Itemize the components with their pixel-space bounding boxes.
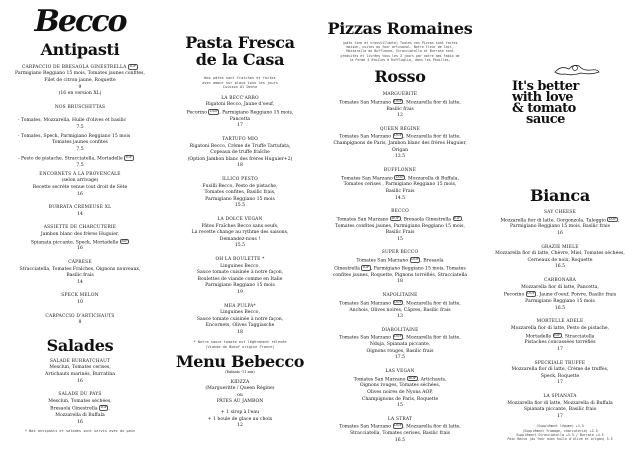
menu-item xyxy=(320,209,480,243)
item-description: Speck, Roquette xyxy=(540,373,580,379)
bebecco-list xyxy=(160,380,320,430)
menu-item xyxy=(0,134,160,154)
section-title-salades: Salades xyxy=(46,335,114,355)
item-name: BECCO xyxy=(391,209,409,215)
tagline-line: with love xyxy=(512,90,574,105)
bebecco-line: + 1 boule de glace au choix xyxy=(207,416,273,422)
menu-item xyxy=(0,64,160,98)
section-title-bianca: Bianca xyxy=(530,186,590,205)
item-description: Mozzarella di Buffala xyxy=(55,413,105,419)
item-price: 7.5 xyxy=(76,163,84,169)
item-description: Mozzarella fior di latte, Chèvre, Miel, Tomates séchées, xyxy=(495,251,625,257)
menu-item xyxy=(320,92,480,120)
item-description: Pecorino DOP , Jaune d'oeuf, Poivre, Basilic frais xyxy=(503,291,617,298)
item-description: Pecorino DOP , Parmigiano Reggiano 15 mois, xyxy=(186,108,294,116)
item-name: LA STRAT xyxy=(387,416,413,422)
item-description: Tomates San Marzano DOP , Mozzarella fior di latte, xyxy=(339,423,461,430)
salades-list xyxy=(0,359,160,427)
item-description: confites jaunes, Roquette, Pignons torréfiés, Stracciatella xyxy=(332,272,468,278)
item-description: Stracciatella, Tomates cerises, Basilic frais xyxy=(349,431,451,437)
item-description: Tomates San Marzano DOP , Artichauts, xyxy=(353,375,447,382)
item-name: QUEEN RÉGINE xyxy=(379,126,421,132)
item-description: Tomates San Marzano DOP , Bresaola Ginestrella IGP , xyxy=(336,215,464,223)
label-badge: DOP xyxy=(394,299,402,304)
item-name: ILLICO PESTO xyxy=(222,177,258,183)
supplement-line: Pain Becco (au four avec huile d'olive et origan) 5.5 xyxy=(507,437,613,442)
tagline-logo xyxy=(512,62,640,125)
menu-item xyxy=(320,250,480,286)
item-name: SPECKIALE TRUFFE xyxy=(534,360,586,366)
item-name: SALADE BURRATCHAUT xyxy=(49,358,111,364)
bebecco-subtitle: (Enfants -11 ans) xyxy=(225,369,255,374)
item-description: Rigatoni Becco, Jaune d'oeuf, xyxy=(205,102,275,108)
menu-item xyxy=(160,177,320,210)
item-description: Parmigiano Reggiano 15 mois xyxy=(525,299,595,305)
bebecco-line: (Margueritte / Queen Régine) xyxy=(205,386,275,392)
item-price: 15.5 xyxy=(234,243,246,249)
item-description: Tomates San Marzano DOP , Mozzarella di Buffala, xyxy=(341,174,459,181)
item-description: Spianata piccante, Basilic frais xyxy=(523,407,597,413)
item-name: SALADE DU PAYS xyxy=(58,392,102,398)
label-badge: IGP xyxy=(129,64,137,68)
item-price: 7.5 xyxy=(76,124,84,130)
menu-item xyxy=(480,245,640,271)
item-price: 17 xyxy=(557,380,563,386)
item-price: 17.5 xyxy=(394,355,406,361)
menu-item xyxy=(0,105,160,112)
item-price: 13 xyxy=(397,314,403,320)
item-price: 17 xyxy=(557,413,563,419)
item-price: 16.5 xyxy=(394,437,406,443)
item-price: 18 xyxy=(397,279,403,285)
item-description: Rigatoni Becco, Crème de Truffe Tartufata, xyxy=(189,143,291,149)
becco-logo: Becco xyxy=(34,4,126,39)
item-price: 13.5 xyxy=(394,154,406,160)
bebecco-line: 12 xyxy=(237,423,243,429)
item-description: Linguines Becco, xyxy=(220,263,260,269)
item-description: Basilic Frais xyxy=(385,230,415,236)
supplement-line: (Supplément fromage, charcuterie) +2.5 xyxy=(522,428,598,433)
item-description: (16 en version XL) xyxy=(58,91,102,97)
item-name: MARGUERITE xyxy=(382,92,418,98)
column-pizzas xyxy=(320,0,480,457)
item-description: Champignons de Paris, Roquette xyxy=(361,396,439,402)
item-name: TARTUFO MIO xyxy=(222,137,258,143)
menu-item xyxy=(320,127,480,161)
item-description: Oignons rouges, Basilic frais xyxy=(366,348,434,354)
section-title-pizzas: Pizzas Romaines xyxy=(327,19,473,38)
salades-note: * Nos antipasti et salades sont servis avec du pain xyxy=(24,429,136,434)
menu-item xyxy=(160,96,320,130)
supplement-line: Supplément Stracciatella +3.5 / Burrata +4.5 xyxy=(516,432,604,437)
label-badge: DOP xyxy=(395,174,404,179)
item-description: Encornets, Olives Taggiasche xyxy=(205,323,275,329)
menu-item xyxy=(0,205,160,218)
item-price: 16.5 xyxy=(554,264,566,270)
item-description: Cerneaux de noix, Roquette xyxy=(527,257,593,263)
item-description: Filet de citron jaune, Roquette xyxy=(44,77,116,83)
item-description: Pistaches concassées torréfiés xyxy=(524,340,596,346)
intro-line: la Ferme 4 étoiles à Rufflaglia, dans les Pouilles. xyxy=(349,57,451,62)
item-description: Linguines Becco, xyxy=(220,310,260,316)
item-description: Copeaux de truffe fraîche xyxy=(210,150,270,156)
tagline-line: sauce xyxy=(526,112,565,127)
note-line: * Notre sauce tomate est légèrement relevée xyxy=(193,340,287,345)
item-name: MEA PULPA* xyxy=(224,303,256,309)
label-badge: DOP xyxy=(210,108,218,113)
section-title-bebecco: Menu Bebecco xyxy=(175,351,305,371)
item-description: Basilic Frais xyxy=(385,189,415,195)
item-name: CARPACCIO D'ARTICHAUTS xyxy=(45,313,115,319)
item-name: SPECK MELON xyxy=(61,293,99,299)
menu-item xyxy=(0,293,160,306)
item-description: Parmigiano Reggiano 15 mois xyxy=(205,283,275,289)
item-price: 16 xyxy=(77,378,83,384)
item-description: Oignons rouges, Tomates séchées, xyxy=(359,383,441,389)
section-title-rosso: Rosso xyxy=(374,67,426,87)
supplements xyxy=(480,424,640,441)
item-description: Tomates San Marzano DOP , Mozzarella fior di latte, xyxy=(339,299,461,306)
item-description: Mesclun, Tomates séchées, xyxy=(48,398,112,404)
pasta-note xyxy=(160,340,320,349)
item-price: 16 xyxy=(77,246,83,252)
item-price: 16 xyxy=(77,191,83,197)
item-description: Mortadelle IGP , Stracciatella xyxy=(525,332,595,339)
menu-item xyxy=(0,359,160,385)
tagline-line: & tomato xyxy=(512,101,576,116)
item-name: LA DOLCE VEGAN xyxy=(217,216,263,222)
item-price: 14 xyxy=(77,211,83,217)
item-description: Bresaola Ginestrella IGP , xyxy=(50,405,110,412)
item-description: Tomates confites jaunes, Parmigiano Reggiano 15 mois, xyxy=(335,223,465,229)
item-price: 18 xyxy=(237,163,243,169)
cherub-icon xyxy=(551,63,601,77)
item-description: Spianata piccante, Speck, Mortadelle IGP xyxy=(30,238,128,245)
item-name: BURRATA CRÉMEUSE XL xyxy=(48,205,112,211)
item-name: GRAZIE MIELE xyxy=(541,244,579,250)
intro-line: produites et livrées tous les 3 jours par notre ami Fabio de xyxy=(340,53,460,58)
item-price: 10 xyxy=(77,300,83,306)
menu-item xyxy=(160,217,320,250)
label-badge: DOP xyxy=(394,133,402,138)
column-pasta xyxy=(160,0,320,457)
item-price: 12 xyxy=(397,113,403,119)
menu-item xyxy=(0,314,160,327)
section-title-pasta xyxy=(160,34,320,68)
supplement-line: (Supplément légume) +1,5 xyxy=(536,424,584,429)
item-description: Tomates San Marzano DOP , Bresaola xyxy=(356,257,444,264)
item-price: 14 xyxy=(77,279,83,285)
item-name: BUFFLONNE xyxy=(383,167,417,173)
item-description: Sauce tomate cuisinée à notre façon, xyxy=(196,270,284,276)
item-description: La recette change au rythme des saisons, xyxy=(191,230,289,236)
item-price: 16 xyxy=(557,231,563,237)
item-price: 17 xyxy=(557,346,563,352)
item-description: Mozzarella fior di latte, Pancetta, xyxy=(521,284,599,290)
menu-item xyxy=(0,172,160,198)
item-description: Recette secrète venue tout droit de Sète xyxy=(32,185,128,190)
intro-line: avec amour sur place tous les jours xyxy=(202,80,278,85)
item-description: Tomates cerises , Parmigiano Reggiano 15 mois, xyxy=(343,182,457,188)
item-description: - Tomates, Mozzarella, Huile d'olives et basilic xyxy=(18,118,127,124)
item-name: CARBONARA xyxy=(543,278,577,284)
item-description: - Pesto de pistache, Stracciatella, Mortadelle IGP xyxy=(18,155,132,162)
menu-item xyxy=(480,210,640,238)
item-description: Mozzarella fior di latte, Gorgonzola, Taleggio DOP , xyxy=(500,216,620,223)
title-line: de la Casa xyxy=(195,50,285,69)
menu-item xyxy=(320,293,480,321)
item-description: Tomates San Marzano DOP , Mozzarella fior di latte, xyxy=(339,334,461,341)
label-badge: IGP xyxy=(100,405,107,410)
item-description: Tomates San Marzano DOP , Mozzarella fior di latte, xyxy=(339,133,461,140)
item-name: LA BECC'ARBO xyxy=(221,95,259,101)
item-description: Sauce tomate cuisinée à notre façon, xyxy=(196,316,284,322)
menu-item xyxy=(0,260,160,286)
column-antipasti xyxy=(0,0,160,457)
menu-item xyxy=(0,155,160,169)
intro-line: Mozzarella de Bufflonne, Stracciatella et Burrata sont xyxy=(346,49,454,54)
column-bianca xyxy=(480,0,640,457)
item-description: - Tomates, Speck, Parmigiano Reggiano 15 mois xyxy=(18,133,131,139)
rosso-list xyxy=(320,92,480,445)
section-title-antipasti: Antipasti xyxy=(40,40,120,59)
item-description: Mozzarella fior di latte, Pesto de pistache, xyxy=(510,325,610,331)
item-name: DIABOLITAINE xyxy=(381,327,419,333)
title-line: Pasta Fresca xyxy=(185,33,295,52)
item-name: ASSIETTE DE CHARCUTERIE xyxy=(43,225,117,231)
item-price: 15.5 xyxy=(234,203,246,209)
item-price: 8 xyxy=(78,320,82,326)
label-badge: DOP xyxy=(411,257,419,262)
item-description: Artichauts marinés, Burratina xyxy=(45,371,115,377)
menu-item xyxy=(480,394,640,420)
label-badge: DOP xyxy=(391,215,400,220)
item-description: Origan xyxy=(391,147,409,153)
item-name: ENCORNETS À LA PROVENCALE xyxy=(39,171,121,177)
menu-item xyxy=(320,168,480,202)
item-description: Nduja, Spianata piccante, xyxy=(369,342,431,348)
intro-line: (pâte fine et croustillante) Toutes nos Pizzas sont faites xyxy=(342,41,458,45)
antipasti-list xyxy=(0,64,160,327)
item-name: CARPACCIO DE BRESAOLA GINESTRELLA IGP xyxy=(21,64,137,70)
item-description: Tomates confites, Basilic frais, xyxy=(204,190,276,196)
item-description: Champignons de Paris, Jambon blanc des frères Huguier, xyxy=(333,141,467,147)
intro-line: Nos pâtes sont fraîches et faites xyxy=(204,76,276,80)
item-description: Mesclun, Tomates cerises, xyxy=(49,365,111,371)
tagline-line: It's better xyxy=(512,79,579,94)
intro-line: maison, cuites au four artisanal. Notre fleur de lait, xyxy=(346,45,454,50)
menu-item xyxy=(0,392,160,426)
item-price: 7.5 xyxy=(76,146,84,152)
bebecco-line: PÂTES AU JAMBON xyxy=(216,399,264,405)
label-badge: IGP xyxy=(125,155,132,160)
label-badge: DOP xyxy=(394,334,402,339)
item-price: 9 xyxy=(78,84,82,90)
item-name: CAPRESE xyxy=(68,260,92,266)
menu-item xyxy=(480,278,640,312)
note-line: (Viande de Boeuf origine France) xyxy=(205,345,275,350)
item-name: NOS BRUSCHETTAS xyxy=(54,104,106,110)
item-description: Basilic frais xyxy=(66,273,94,279)
item-description: Boulettes de viande comme en Italie xyxy=(197,276,283,282)
label-badge: IGP xyxy=(454,215,461,220)
item-description: Tomates jaunes confites xyxy=(52,140,108,146)
bebecco-line: KIDZZA xyxy=(230,379,250,385)
menu-item xyxy=(160,304,320,337)
menu-item xyxy=(160,257,320,297)
pizzas-intro xyxy=(320,41,480,62)
item-description: Mozzarella fior di latte, Mozzarella di Buffala xyxy=(507,400,613,406)
label-badge: DOP xyxy=(394,98,402,103)
item-price: 16 xyxy=(77,419,83,425)
item-price: 18 xyxy=(237,329,243,335)
menu-item xyxy=(160,137,320,170)
item-name: NAPOLITAINE xyxy=(382,293,418,299)
item-description: Parmigiano Reggiano 15 mois xyxy=(205,196,275,202)
item-price: 15 xyxy=(397,236,403,242)
pasta-list xyxy=(160,96,320,337)
label-badge: IGP xyxy=(362,264,370,269)
item-description: Parmigiano Reggiano 15 mois, Basilic frais xyxy=(510,224,610,230)
menu-item xyxy=(320,369,480,410)
intro-line: Cuisson Al Dente xyxy=(222,85,258,90)
menu-item xyxy=(320,328,480,362)
item-name: LAS VEGAN xyxy=(385,368,415,374)
label-badge: IGP xyxy=(554,332,561,337)
pasta-intro xyxy=(160,76,320,90)
item-description: Pancetta xyxy=(229,116,251,122)
item-description: Stracciatella, Tomates Fraîches, Oignons nouveaux, xyxy=(19,266,141,272)
item-description: (Option Jambon blanc des frères Huguier+2) xyxy=(187,156,293,162)
menu-item xyxy=(320,417,480,445)
item-name: MORTELLE ADELE xyxy=(536,319,584,325)
item-description: Tomates San Marzano DOP , Mozzarella fior di latte, xyxy=(339,98,461,105)
label-badge: DOP xyxy=(527,291,535,296)
bebecco-line: ou xyxy=(237,392,243,398)
label-badge: DOP xyxy=(408,375,417,380)
bianca-list xyxy=(480,210,640,420)
item-description: Jambon blanc des frères Huguier, xyxy=(40,231,120,237)
item-description: Basilic frais xyxy=(386,106,414,112)
menu-item xyxy=(480,319,640,353)
item-description: Mozzarella fior di latte, Crème de truffes, xyxy=(511,367,609,373)
item-description: Ginestrella IGP , Parmigiano Reggiano 15 mois, Tomates xyxy=(334,264,466,272)
label-badge: IGP xyxy=(121,238,128,243)
menu-item xyxy=(0,225,160,253)
item-description: (selon arrivage) xyxy=(61,178,99,184)
item-description: Demandez-nous ! xyxy=(219,236,261,242)
item-name: SAY CHEESE xyxy=(543,210,577,215)
item-price: 19 xyxy=(237,289,243,295)
menu-item xyxy=(480,361,640,387)
item-description: Anchois, Olives noires, Câpres, Basilic frais xyxy=(349,307,451,313)
item-name: OH LA BOULETTE * xyxy=(215,256,265,262)
item-description: Parmigiano Reggiano 15 mois, Tomates jaunes confites, xyxy=(15,71,145,77)
item-description: Fusilli Becco, Pesto de pistache, xyxy=(202,183,278,189)
item-name: SUPER BECCO xyxy=(381,250,419,256)
item-price: 14.5 xyxy=(394,195,406,201)
item-description: Pâtes Fraîches Becco sans oeufs, xyxy=(201,223,279,229)
bebecco-line: + 1 sirop à l'eau xyxy=(220,410,260,416)
item-price: 15 xyxy=(397,403,403,409)
label-badge: DOP xyxy=(608,216,617,221)
menu-item xyxy=(0,118,160,131)
item-description: Olives noires de Nyons AOP, xyxy=(367,390,433,396)
item-price: 16.5 xyxy=(554,305,566,311)
label-badge: DOP xyxy=(394,423,402,428)
item-price: 17 xyxy=(237,123,243,129)
item-name: LA SPIANATA xyxy=(543,393,577,399)
